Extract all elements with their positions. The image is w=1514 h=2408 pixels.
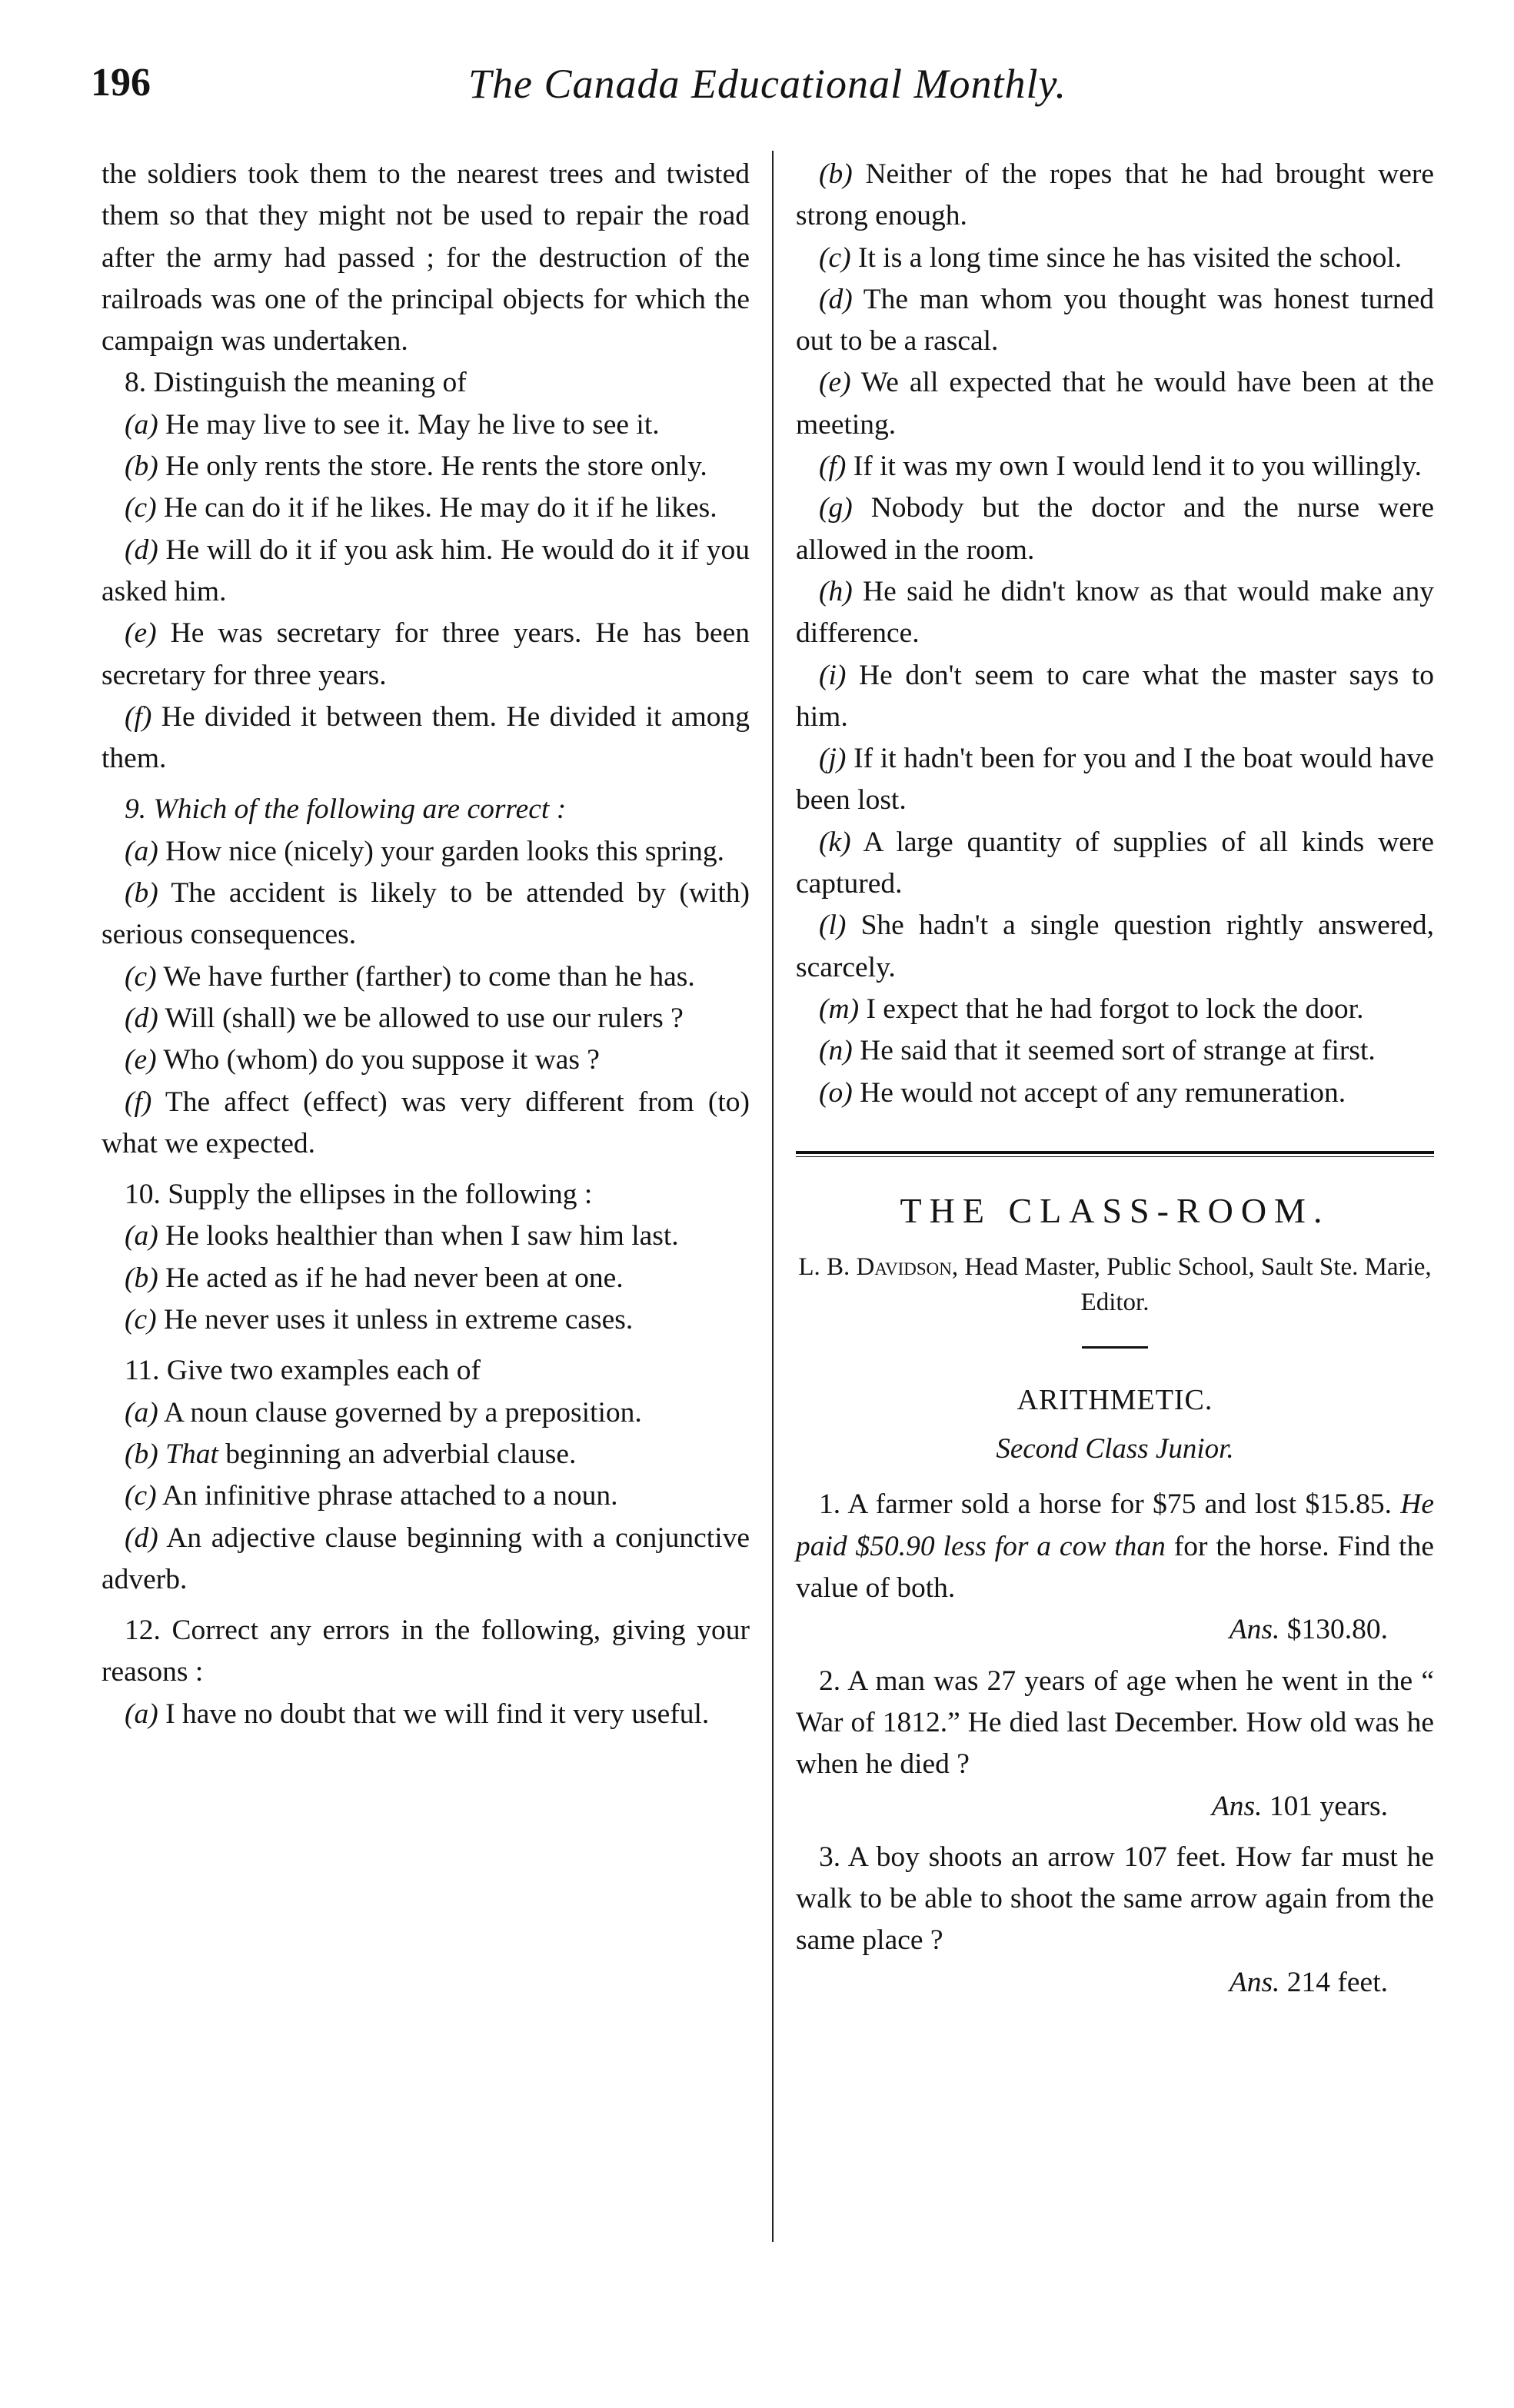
item-text: The affect (effect) was very different from (to) what we expected. [101,1086,750,1159]
question-item [101,956,750,998]
item-label: (o) [819,1076,853,1109]
answer-label: Ans. [1229,1966,1280,1998]
item-text: The accident is likely to be attended by (with) serious consequences. [101,877,750,951]
question-item [101,998,750,1039]
item-label: (a) [125,1220,158,1252]
item-text: A large quantity of supplies of all kinds were captured. [796,826,1434,900]
item-label: (f) [125,1086,152,1118]
item-text: It is a long time since he has visited the school. [858,241,1403,274]
item-text: He can do it if he likes. He may do it if he likes. [164,492,717,524]
question-item [796,362,1434,446]
page-number: 196 [91,61,151,105]
item-text: He looks healthier than when I saw him last. [165,1220,679,1252]
question-item [101,404,750,446]
problem-answer [796,1609,1434,1651]
problem-text-part: 1. A farmer sold a horse for $75 and lost $15.85. [819,1488,1392,1521]
problem-3 [796,1837,1434,2004]
item-label: (m) [819,993,860,1025]
class-room-section [796,1188,1434,2004]
answer-value: $130.80. [1279,1614,1388,1646]
short-rule [1082,1346,1148,1349]
question-item [796,446,1434,487]
question-item [796,279,1434,363]
question-item [796,905,1434,989]
item-label: (d) [125,1522,158,1554]
problem-text-part: for the horse. Find the value of both. [796,1530,1434,1605]
item-text: We have further (farther) to come than he has. [163,960,695,993]
item-text: An adjective clause beginning with a conjunctive adverb. [101,1522,750,1595]
problem-answer [796,1786,1434,1828]
question-heading: 9. Which of the following are correct : [125,793,567,826]
item-text: He said that it seemed sort of strange at first. [860,1035,1376,1067]
item-text: How nice (nicely) your garden looks this spring. [165,835,725,867]
item-label: (n) [819,1035,853,1067]
item-text: He said he didn't know as that would make any difference. [796,575,1435,650]
problem-answer [796,1962,1434,2004]
item-text: He was secretary for three years. He has been secretary for three years. [101,617,750,691]
question-10 [101,1174,750,1341]
question-item [101,1518,750,1601]
item-emphasis: That [165,1438,218,1470]
question-item [101,1475,750,1517]
item-label: (a) [125,1698,158,1730]
item-label: (e) [125,1044,157,1076]
problem-1 [796,1484,1434,1651]
item-text: If it was my own I would lend it to you willingly. [853,451,1422,483]
item-label: (c) [819,241,851,274]
problem-text: 2. A man was 27 years of age when he went in the “ War of 1812.” He died last December. How old was he when he died ? [796,1665,1434,1781]
question-item [796,655,1434,739]
answer-value: 101 years. [1262,1790,1388,1822]
editor-details: , Head Master, Public School, Sault Ste. Marie, Editor. [951,1252,1432,1316]
question-item [101,446,750,487]
question-item [796,822,1434,906]
question-9 [101,789,750,1165]
question-item [796,154,1434,238]
item-label: (c) [125,960,157,993]
item-label: (c) [125,1304,157,1336]
item-label: (d) [125,1002,158,1034]
item-text: A noun clause governed by a preposition. [164,1396,642,1429]
item-text: He don't seem to care what the master says to him. [796,659,1434,733]
item-text: Will (shall) we be allowed to use our rulers ? [165,1002,684,1034]
section-title: THE CLASS-ROOM. [900,1190,1330,1230]
item-text: He only rents the store. He rents the store only. [165,451,707,483]
answer-value: 214 feet. [1279,1966,1388,1998]
editor-line [796,1249,1434,1320]
problem-text [796,1484,1434,1609]
question-8 [101,362,750,780]
question-item [101,1216,750,1257]
item-text: He never uses it unless in extreme cases. [164,1304,634,1336]
question-item [101,487,750,529]
item-label: (d) [125,534,158,566]
question-item [101,1392,750,1434]
question-item [796,238,1434,279]
question-item [101,1299,750,1341]
question-heading: 12. Correct any errors in the following, giving your reasons : [101,1615,750,1688]
item-text: He would not accept of any remuneration. [860,1076,1346,1109]
running-title: The Canada Educational Monthly. [468,61,1066,107]
item-text: We all expected that he would have been at the meeting. [796,367,1435,441]
question-item [101,1434,750,1475]
item-label: (h) [819,575,853,607]
item-label: (e) [819,367,851,399]
question-item [101,831,750,873]
answer-label: Ans. [1211,1790,1263,1822]
answer-label: Ans. [1229,1614,1280,1646]
item-label: (b) [125,451,158,483]
editor-name: L. B. Davidson [798,1252,952,1281]
question-heading: 8. Distinguish the meaning of [125,367,467,399]
problem-text: 3. A boy shoots an arrow 107 feet. How far must he walk to be able to shoot the same arrow again from the same place ? [796,1841,1434,1957]
question-item [101,613,750,697]
item-label: (i) [819,659,847,691]
arithmetic-subheading: Second Class Junior. [996,1433,1234,1465]
item-label: (b) [125,1262,158,1294]
question-item [101,1694,750,1735]
question-item [796,738,1434,822]
item-label: (j) [819,743,847,775]
question-12-continued [796,154,1434,1114]
item-text: He acted as if he had never been at one. [165,1262,624,1294]
item-text: Nobody but the doctor and the nurse were allowed in the room. [796,492,1434,566]
continued-paragraph: the soldiers took them to the nearest trees and twisted them so that they might not be used to repair the road after the army had passed ; for the destruction of the railroads was one of the principal objects for which the campaign was undertaken. [101,158,750,358]
item-text: He will do it if you ask him. He would do it if you asked him. [101,534,750,607]
item-label: (k) [819,826,851,858]
question-item [101,1039,750,1081]
item-label: (f) [125,700,152,733]
item-text: Who (whom) do you suppose it was ? [163,1044,600,1076]
question-item [101,1082,750,1166]
question-12 [101,1610,750,1735]
question-item [796,1073,1434,1114]
question-heading: 10. Supply the ellipses in the following : [125,1179,593,1211]
item-label: (b) [125,877,158,910]
column-divider [772,151,774,2242]
section-rule [796,1151,1434,1157]
item-label: (a) [125,408,158,441]
item-label: (g) [819,492,853,524]
item-label: (e) [125,617,157,650]
item-label: (a) [125,1396,158,1429]
question-item [796,989,1434,1030]
item-label: (f) [819,451,847,483]
question-11 [101,1350,750,1601]
item-label: (l) [819,910,847,942]
item-text: If it hadn't been for you and I the boat would have been lost. [796,743,1434,817]
item-label: (d) [819,283,853,315]
item-text: An infinitive phrase attached to a noun. [161,1480,618,1512]
question-item [101,1258,750,1299]
left-column [101,154,750,1735]
item-label: (b) [125,1438,158,1470]
item-label: (c) [125,1480,157,1512]
item-text: He may live to see it. May he live to see it. [165,408,660,441]
page-header [91,60,1444,129]
item-text: The man whom you thought was honest turned out to be a rascal. [796,283,1434,358]
question-item [796,487,1434,571]
item-text: I expect that he had forgot to lock the door. [866,993,1364,1025]
item-label: (c) [125,492,157,524]
arithmetic-heading: ARITHMETIC. [1017,1383,1213,1416]
question-item [101,697,750,780]
question-item [101,530,750,614]
problem-2 [796,1661,1434,1828]
item-text: He divided it between them. He divided it among them. [101,700,750,775]
item-label: (a) [125,835,158,867]
item-text: I have no doubt that we will find it very useful. [165,1698,710,1730]
problem-text-italic: He paid $50.90 less for a cow than [796,1488,1434,1562]
question-item [796,571,1434,655]
question-item [101,873,750,956]
item-text: She hadn't a single question rightly answered, scarcely. [796,910,1434,983]
item-text: Neither of the ropes that he had brought were strong enough. [796,158,1434,232]
right-column [796,154,1434,2004]
question-heading: 11. Give two examples each of [125,1355,481,1387]
item-label: (b) [819,158,853,190]
item-text: beginning an adverbial clause. [218,1438,577,1470]
question-item [796,1030,1434,1072]
